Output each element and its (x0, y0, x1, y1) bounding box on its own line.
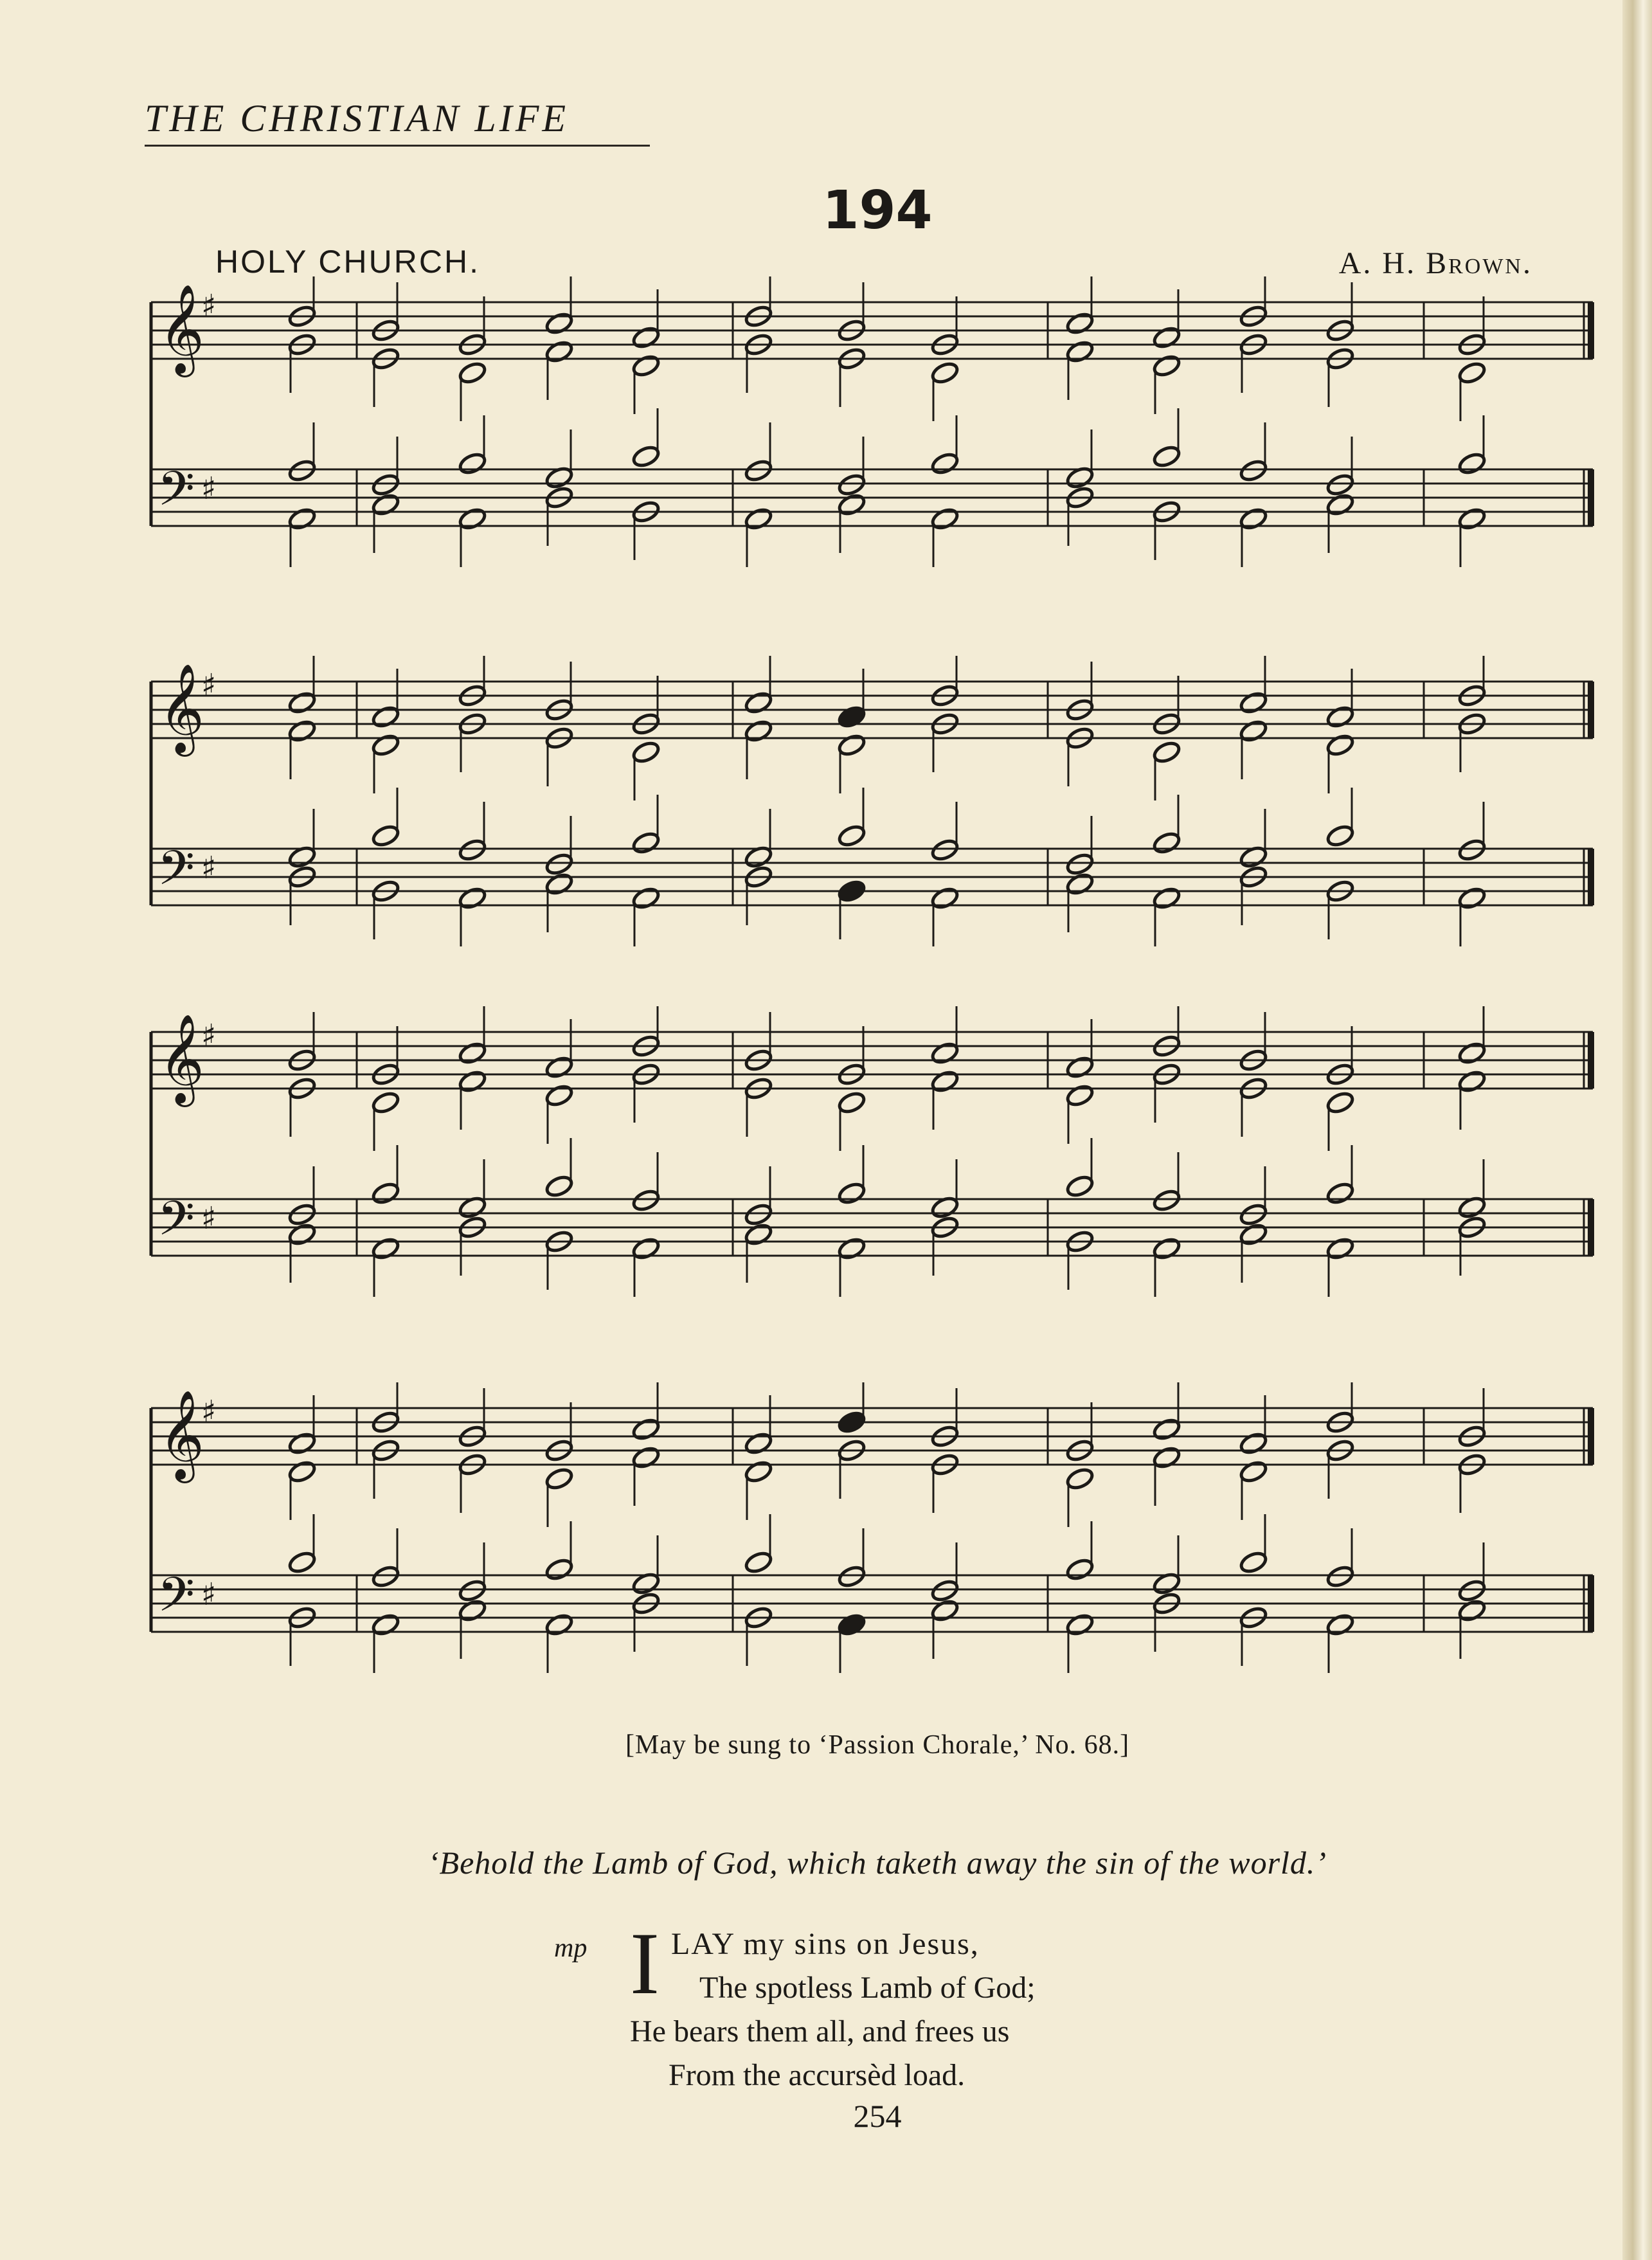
score-system (0, 656, 1652, 1016)
treble-clef-icon: 𝄞 (159, 1390, 204, 1479)
half-note (1152, 444, 1181, 469)
sharp-icon: ♯ (201, 667, 217, 703)
half-note (930, 1041, 960, 1066)
half-note (930, 507, 960, 532)
quarter-note (837, 1613, 866, 1638)
half-note (1325, 1181, 1355, 1206)
half-note (930, 1069, 960, 1094)
half-note (930, 838, 960, 863)
music-system-1 (0, 276, 1652, 637)
half-note (1457, 1041, 1487, 1066)
half-note (1065, 339, 1095, 365)
scripture-epigraph: ‘Behold the Lamb of God, which taketh away the sin of the world.’ (427, 1845, 1327, 1881)
half-note (1065, 1174, 1095, 1199)
half-note (1239, 1460, 1268, 1485)
half-note (1065, 1557, 1095, 1582)
half-note (1457, 886, 1487, 911)
music-system-4 (0, 1382, 1652, 1742)
half-note (930, 451, 960, 476)
bass-clef-icon: 𝄢 (157, 840, 195, 908)
half-note (458, 1069, 487, 1094)
half-note (371, 1090, 400, 1116)
half-note (930, 886, 960, 911)
half-note (631, 831, 661, 856)
half-note (287, 507, 317, 532)
half-note (1065, 311, 1095, 336)
tune-name: HOLY CHURCH. (215, 244, 480, 280)
half-note (837, 1181, 866, 1206)
half-note (631, 1445, 661, 1470)
half-note (1325, 1613, 1355, 1638)
half-note (1152, 1188, 1181, 1213)
half-note (1239, 719, 1268, 744)
score-system (0, 1382, 1652, 1742)
half-note (744, 1460, 773, 1485)
half-note (930, 1578, 960, 1604)
half-note (744, 507, 773, 532)
half-note (1457, 1598, 1487, 1623)
half-note (1065, 1083, 1095, 1108)
half-note (544, 1055, 574, 1080)
half-note (1152, 886, 1181, 911)
bass-clef-icon: 𝄢 (157, 461, 195, 529)
half-note (1065, 852, 1095, 877)
half-note (744, 1202, 773, 1227)
half-note (631, 325, 661, 350)
sharp-icon: ♯ (201, 1018, 217, 1054)
half-note (371, 705, 400, 730)
treble-clef-icon: 𝄞 (159, 284, 204, 374)
half-note (1239, 1431, 1268, 1456)
half-note (1457, 507, 1487, 532)
half-note (1152, 1445, 1181, 1470)
half-note (744, 458, 773, 484)
bass-clef-icon: 𝄢 (157, 1567, 195, 1634)
half-note (1065, 1613, 1095, 1638)
half-note (837, 493, 866, 518)
half-note (744, 1550, 773, 1575)
treble-clef-icon: 𝄞 (159, 1014, 204, 1103)
half-note (631, 1417, 661, 1442)
page-number: 254 (853, 2098, 902, 2134)
half-note (631, 1188, 661, 1213)
sharp-icon: ♯ (201, 1394, 217, 1430)
half-note (1457, 451, 1487, 476)
half-note (1239, 458, 1268, 484)
half-note (287, 1222, 317, 1247)
treble-clef-icon: 𝄞 (159, 664, 204, 753)
half-note (1152, 831, 1181, 856)
half-note (1457, 361, 1487, 386)
half-note (1325, 733, 1355, 758)
sharp-icon: ♯ (201, 1200, 217, 1236)
half-note (631, 444, 661, 469)
half-note (1152, 325, 1181, 350)
half-note (544, 1467, 574, 1492)
half-note (544, 311, 574, 336)
sharp-icon: ♯ (201, 1577, 217, 1613)
half-note (1325, 473, 1355, 498)
half-note (371, 1564, 400, 1589)
half-note (837, 733, 866, 758)
half-note (1239, 691, 1268, 716)
half-note (287, 1460, 317, 1485)
half-note (744, 1431, 773, 1456)
half-note (1325, 824, 1355, 849)
running-head: THE CHRISTIAN LIFE (145, 96, 650, 147)
half-note (371, 824, 400, 849)
half-note (1457, 1069, 1487, 1094)
half-note (1239, 1222, 1268, 1247)
half-note (930, 1598, 960, 1623)
hymn-verse (554, 1914, 1208, 2097)
quarter-note (837, 705, 866, 730)
verse-line-3: He bears them all, and frees us (630, 2014, 1010, 2048)
half-note (1239, 1550, 1268, 1575)
half-note (544, 852, 574, 877)
half-note (837, 473, 866, 498)
half-note (744, 1222, 773, 1247)
half-note (287, 691, 317, 716)
half-note (544, 339, 574, 365)
half-note (371, 493, 400, 518)
composer-name: A. H. Brown. (1338, 246, 1532, 280)
composer (1339, 246, 1532, 281)
half-note (458, 838, 487, 863)
half-note (837, 1564, 866, 1589)
sharp-icon: ♯ (201, 471, 217, 507)
half-note (1239, 507, 1268, 532)
score-system (0, 276, 1652, 637)
half-note (287, 458, 317, 484)
half-note (1325, 493, 1355, 518)
half-note (287, 719, 317, 744)
half-note (287, 1202, 317, 1227)
half-note (458, 1041, 487, 1066)
quarter-note (837, 879, 866, 904)
half-note (371, 1613, 400, 1638)
half-note (1325, 1564, 1355, 1589)
half-note (371, 1181, 400, 1206)
half-note (1152, 354, 1181, 379)
music-system-2 (0, 656, 1652, 1016)
half-note (1065, 872, 1095, 897)
half-note (837, 1090, 866, 1116)
half-note (544, 1613, 574, 1638)
half-note (458, 361, 487, 386)
half-note (1325, 1236, 1355, 1261)
half-note (371, 473, 400, 498)
half-note (1152, 1236, 1181, 1261)
verse-line-2: The spotless Lamb of God; (699, 1971, 1036, 2005)
half-note (458, 507, 487, 532)
half-note (631, 886, 661, 911)
half-note (458, 451, 487, 476)
sharp-icon: ♯ (201, 288, 217, 324)
drop-cap: I (630, 1914, 660, 2012)
half-note (544, 872, 574, 897)
half-note (1457, 1578, 1487, 1604)
half-note (1239, 1202, 1268, 1227)
half-note (544, 1083, 574, 1108)
half-note (837, 824, 866, 849)
verse-line-1: LAY my sins on Jesus, (670, 1927, 980, 1961)
half-note (287, 1431, 317, 1456)
half-note (631, 354, 661, 379)
half-note (631, 740, 661, 765)
quarter-note (837, 1410, 866, 1435)
half-note (458, 1578, 487, 1604)
half-note (1152, 1417, 1181, 1442)
half-note (287, 1550, 317, 1575)
half-note (1065, 1055, 1095, 1080)
half-note (1325, 1090, 1355, 1116)
half-note (1457, 838, 1487, 863)
half-note (930, 361, 960, 386)
half-note (458, 1598, 487, 1623)
half-note (631, 1236, 661, 1261)
half-note (1065, 1467, 1095, 1492)
score-system (0, 1006, 1652, 1366)
half-note (744, 719, 773, 744)
half-note (544, 1174, 574, 1199)
half-note (837, 1236, 866, 1261)
sharp-icon: ♯ (201, 850, 217, 886)
half-note (1325, 705, 1355, 730)
half-note (458, 886, 487, 911)
half-note (371, 1236, 400, 1261)
alternative-tune-note: [May be sung to ‘Passion Chorale,’ No. 68.] (625, 1730, 1130, 1760)
dynamic-marking: mp (554, 1933, 588, 1963)
half-note (371, 733, 400, 758)
music-system-3 (0, 1006, 1652, 1366)
bass-clef-icon: 𝄢 (157, 1191, 195, 1258)
half-note (1152, 740, 1181, 765)
half-note (544, 1557, 574, 1582)
verse-line-4: From the accursèd load. (669, 2058, 965, 2092)
hymn-number: 194 (822, 180, 933, 241)
half-note (744, 691, 773, 716)
